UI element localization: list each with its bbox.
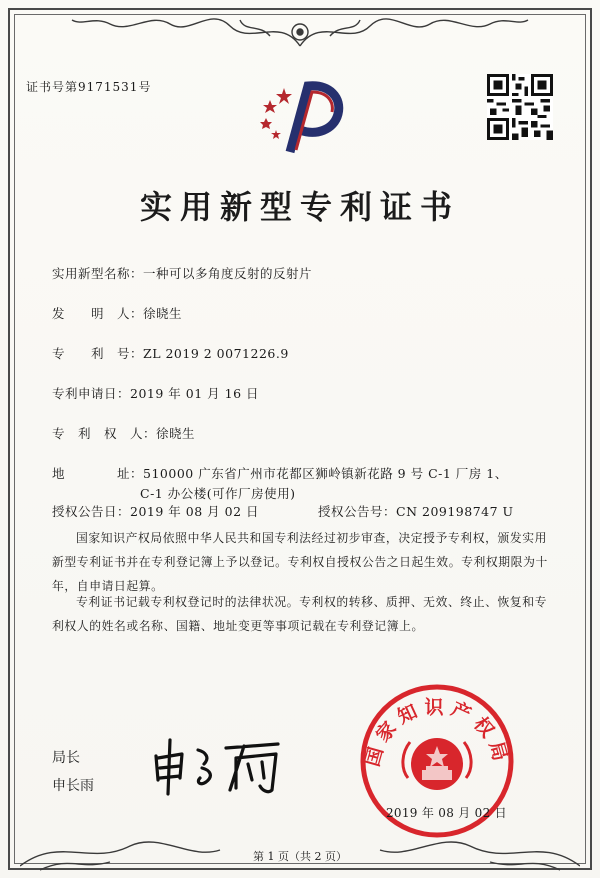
announcement-number bbox=[318, 502, 514, 520]
signer-title: 局长 bbox=[52, 750, 80, 766]
announcement-date-label: 授权公告日： bbox=[52, 504, 131, 519]
field-label: 专 利 号： bbox=[52, 346, 144, 361]
field-label: 实用新型名称： bbox=[52, 266, 144, 281]
field-value: 510000 广东省广州市花都区狮岭镇新花路 9 号 C-1 厂房 1、 bbox=[143, 466, 508, 481]
legal-status-paragraph: 专利证书记载专利权登记时的法律状况。专利权的转移、质押、无效、终止、恢复和专利权人的姓名或名称、国籍、地址变更等事项记载在专利登记簿上。 bbox=[52, 595, 548, 633]
field-label: 地 址： bbox=[52, 466, 144, 481]
announcement-number-label: 授权公告号： bbox=[318, 504, 397, 519]
cnipa-logo bbox=[250, 70, 350, 160]
signer-name: 申长雨 bbox=[52, 778, 94, 794]
top-ornament bbox=[70, 6, 530, 52]
qr-code bbox=[487, 74, 553, 140]
field-value: 2019 年 01 月 16 日 bbox=[130, 386, 260, 401]
field-value: 徐晓生 bbox=[156, 426, 196, 441]
seal-date: 2019 年 08 月 02 日 bbox=[386, 806, 507, 820]
field-value: 徐晓生 bbox=[143, 306, 183, 321]
field-label: 发 明 人： bbox=[52, 306, 144, 321]
document-title: 实用新型专利证书 bbox=[139, 188, 460, 226]
announcement-date-value: 2019 年 08 月 02 日 bbox=[130, 504, 260, 519]
announcement-date bbox=[52, 502, 259, 520]
field-value: ZL 2019 2 0071226.9 bbox=[143, 346, 289, 361]
field-application-date bbox=[52, 384, 259, 402]
field-address-line2: C-1 办公楼(可作厂房使用) bbox=[140, 486, 296, 501]
field-label: 专利申请日： bbox=[52, 386, 131, 401]
field-value: 一种可以多角度反射的反射片 bbox=[143, 266, 313, 281]
field-inventor bbox=[52, 304, 182, 322]
announcement-number-value: CN 209198747 U bbox=[396, 504, 514, 519]
page-number: 第 1 页（共 2 页） bbox=[253, 850, 347, 863]
svg-text:国家知识产权局: 国家知识产权局 bbox=[361, 696, 513, 770]
field-address bbox=[52, 464, 508, 482]
handwritten-signature bbox=[148, 728, 308, 798]
field-patentee bbox=[52, 424, 195, 442]
field-utility-model-name bbox=[52, 264, 312, 282]
grant-paragraph: 国家知识产权局依照中华人民共和国专利法经过初步审查，决定授予专利权，颁发实用新型专利证书并在专利登记簿上予以登记。专利权自授权公告之日起生效。专利权期限为十年，自申请日起算。 bbox=[52, 531, 548, 593]
certificate-number: 证书号第9171531号 bbox=[26, 80, 152, 94]
field-patent-number bbox=[52, 344, 289, 362]
field-label: 专 利 权 人： bbox=[52, 426, 157, 441]
